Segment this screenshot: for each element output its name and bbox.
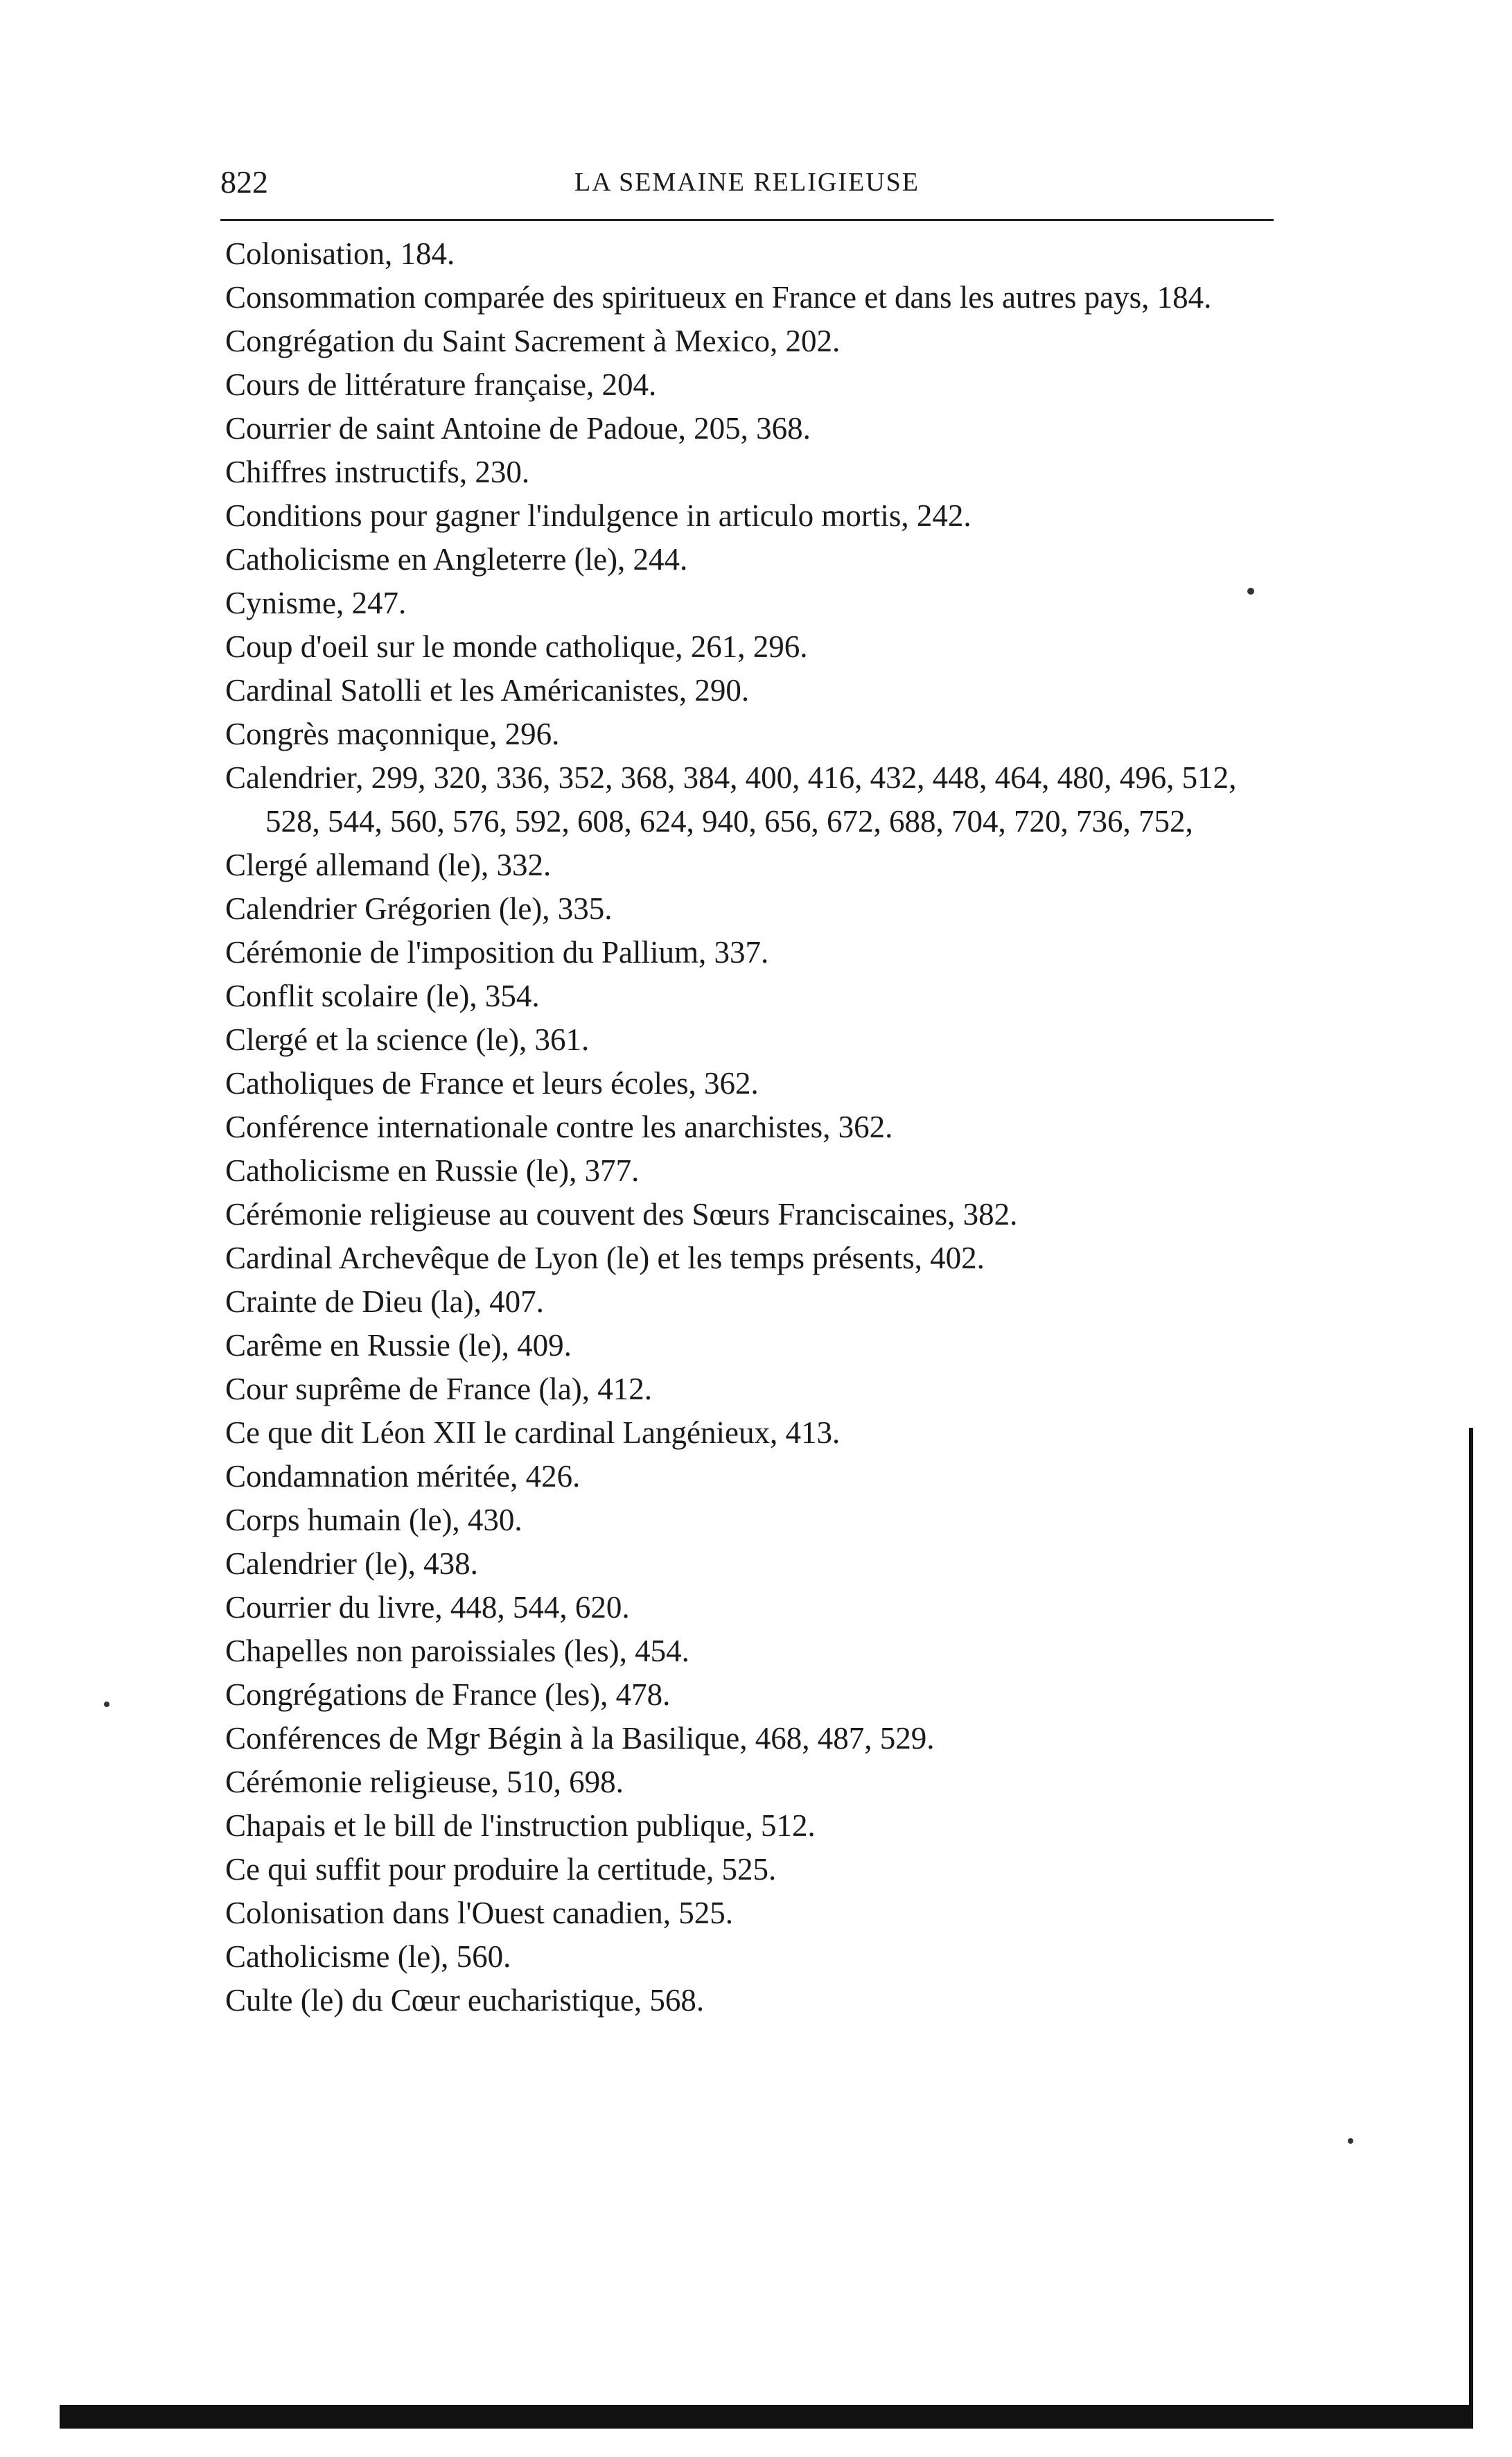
index-entry: Colonisation dans l'Ouest canadien, 525. xyxy=(225,1896,733,1930)
index-entry: Catholicisme (le), 560. xyxy=(225,1939,511,1974)
scan-speck xyxy=(1247,588,1254,595)
index-entry: Consommation comparée des spiritueux en France et dans les autres pays, 184. xyxy=(225,280,1212,315)
index-entry: Courrier de saint Antoine de Padoue, 205, 368. xyxy=(225,411,811,446)
index-entry: Congrès maçonnique, 296. xyxy=(225,717,560,751)
index-entry: Clergé allemand (le), 332. xyxy=(225,848,552,882)
index-entry: Culte (le) du Cœur eucharistique, 568. xyxy=(225,1983,705,2018)
index-entry: Cour suprême de France (la), 412. xyxy=(225,1372,653,1406)
page-number: 822 xyxy=(220,164,268,200)
index-entry: Conférences de Mgr Bégin à la Basilique, 468, 487, 529. xyxy=(225,1721,935,1756)
index-entry: Ce que dit Léon XII le cardinal Langénieux, 413. xyxy=(225,1415,841,1450)
index-entry: Cardinal Archevêque de Lyon (le) et les temps présents, 402. xyxy=(225,1241,985,1275)
index-entry: Calendrier Grégorien (le), 335. xyxy=(225,891,613,926)
index-entry: Condamnation méritée, 426. xyxy=(225,1459,581,1494)
index-entry: Corps humain (le), 430. xyxy=(225,1503,522,1537)
index-entry: Ce qui suffit pour produire la certitude, 525. xyxy=(225,1852,777,1887)
index-entry: Calendrier, 299, 320, 336, 352, 368, 384, 400, 416, 432, 448, 464, 480, 496, 512, 528, 544, 560, 576, 592, 608, 624, 940, 656, 672, 688, 704, 720, 736, 752, xyxy=(225,760,1237,839)
index-entry: Chapelles non paroissiales (les), 454. xyxy=(225,1634,689,1668)
index-entry: Coup d'oeil sur le monde catholique, 261, 296. xyxy=(225,629,808,664)
running-title: LA SEMAINE RELIGIEUSE xyxy=(574,168,920,197)
index-entry: Cardinal Satolli et les Américanistes, 290. xyxy=(225,673,750,708)
index-entry: Congrégation du Saint Sacrement à Mexico, 202. xyxy=(225,324,841,358)
index-entry: Chapais et le bill de l'instruction publique, 512. xyxy=(225,1808,816,1843)
index-entry: Congrégations de France (les), 478. xyxy=(225,1677,671,1712)
index-entry: Clergé et la science (le), 361. xyxy=(225,1022,590,1057)
index-entry: Conditions pour gagner l'indulgence in articulo mortis, 242. xyxy=(225,498,972,533)
scan-edge-line xyxy=(1469,1428,1473,2412)
index-entry: Catholicisme en Angleterre (le), 244. xyxy=(225,542,688,577)
scan-speck xyxy=(104,1702,109,1707)
index-entry: Cynisme, 247. xyxy=(225,586,407,620)
index-entry: Catholicisme en Russie (le), 377. xyxy=(225,1153,640,1188)
index-entry: Chiffres instructifs, 230. xyxy=(225,455,530,489)
page-header xyxy=(220,158,1274,207)
header-rule xyxy=(220,219,1274,221)
index-entry-list xyxy=(225,232,1275,2022)
index-entry: Carême en Russie (le), 409. xyxy=(225,1328,572,1363)
index-entry: Crainte de Dieu (la), 407. xyxy=(225,1284,544,1319)
index-entry: Calendrier (le), 438. xyxy=(225,1546,478,1581)
scan-bottom-bar xyxy=(60,2405,1473,2429)
index-entry: Courrier du livre, 448, 544, 620. xyxy=(225,1590,630,1625)
index-entry: Conflit scolaire (le), 354. xyxy=(225,979,540,1013)
index-entry: Cours de littérature française, 204. xyxy=(225,367,657,402)
index-entry: Colonisation, 184. xyxy=(225,236,455,271)
index-entry: Conférence internationale contre les anarchistes, 362. xyxy=(225,1110,893,1144)
index-entry: Catholiques de France et leurs écoles, 362. xyxy=(225,1066,759,1101)
index-entry: Cérémonie de l'imposition du Pallium, 337. xyxy=(225,935,769,970)
scan-speck xyxy=(1348,2138,1353,2144)
index-entry: Cérémonie religieuse au couvent des Sœurs Franciscaines, 382. xyxy=(225,1197,1018,1232)
index-entry: Cérémonie religieuse, 510, 698. xyxy=(225,1765,624,1799)
